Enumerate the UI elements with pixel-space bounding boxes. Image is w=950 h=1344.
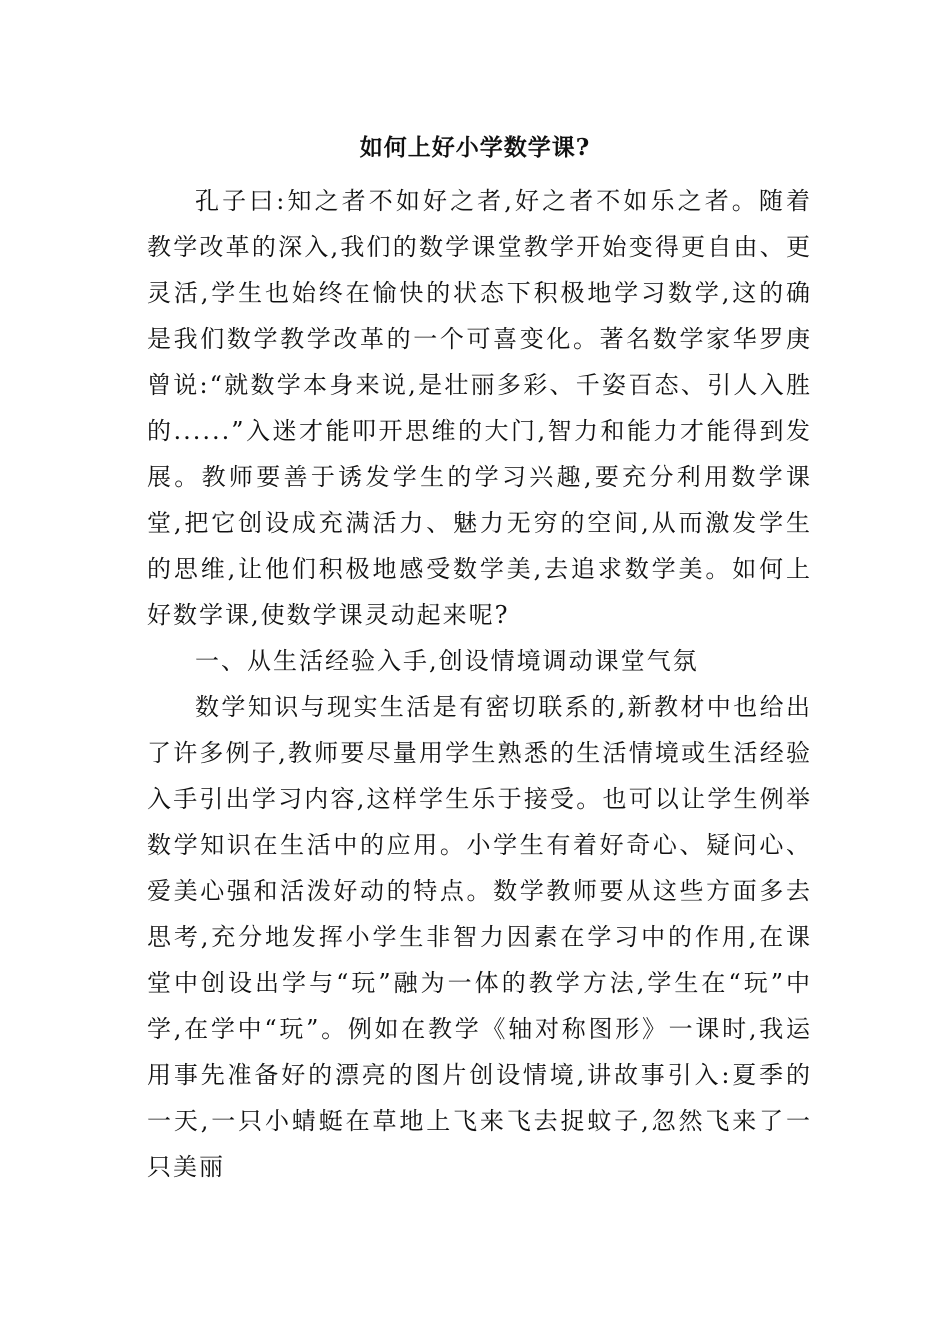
document-title: 如何上好小学数学课? bbox=[359, 134, 591, 161]
paragraph-section-1: 数学知识与现实生活是有密切联系的,新教材中也给出了许多例子,教师要尽量用学生熟悉的生活情境或生活经验入手引出学习内容,这样学生乐于接受。也可以让学生例举数学知识在生活中的应用。小学生有着好奇心、疑问心、爱美心强和活泼好动的特点。数学教师要从这些方面多去思考,充分地发挥小学生非智力因素在学习中的作用,在课堂中创设出学与“玩”融为一体的教学方法,学生在“玩”中学,在学中“玩”。例如在教学《轴对称图形》一课时,我运用事先准备好的漂亮的图片创设情境,讲故事引入:夏季的一天,一只小蜻蜓在草地上飞来飞去捉蚊子,忽然飞来了一只美丽 bbox=[147, 693, 812, 1181]
paragraph-intro: 孔子曰:知之者不如好之者,好之者不如乐之者。随着教学改革的深入,我们的数学课堂教学开始变得更自由、更灵活,学生也始终在愉快的状态下积极地学习数学,这的确是我们数学教学改革的一个可喜变化。著名数学家华罗庚曾说:“就数学本身来说,是壮丽多彩、千姿百态、引人入胜的......”入迷才能叩开思维的大门,智力和能力才能得到发展。教师要善于诱发学生的学习兴趣,要充分利用数学课堂,把它创设成充满活力、魅力无穷的空间,从而激发学生的思维,让他们积极地感受数学美,去追求数学美。如何上好数学课,使数学课灵动起来呢? bbox=[147, 187, 812, 629]
document-body bbox=[147, 178, 812, 1190]
section-heading-1: 一、从生活经验入手,创设情境调动课堂气氛 bbox=[195, 647, 699, 675]
